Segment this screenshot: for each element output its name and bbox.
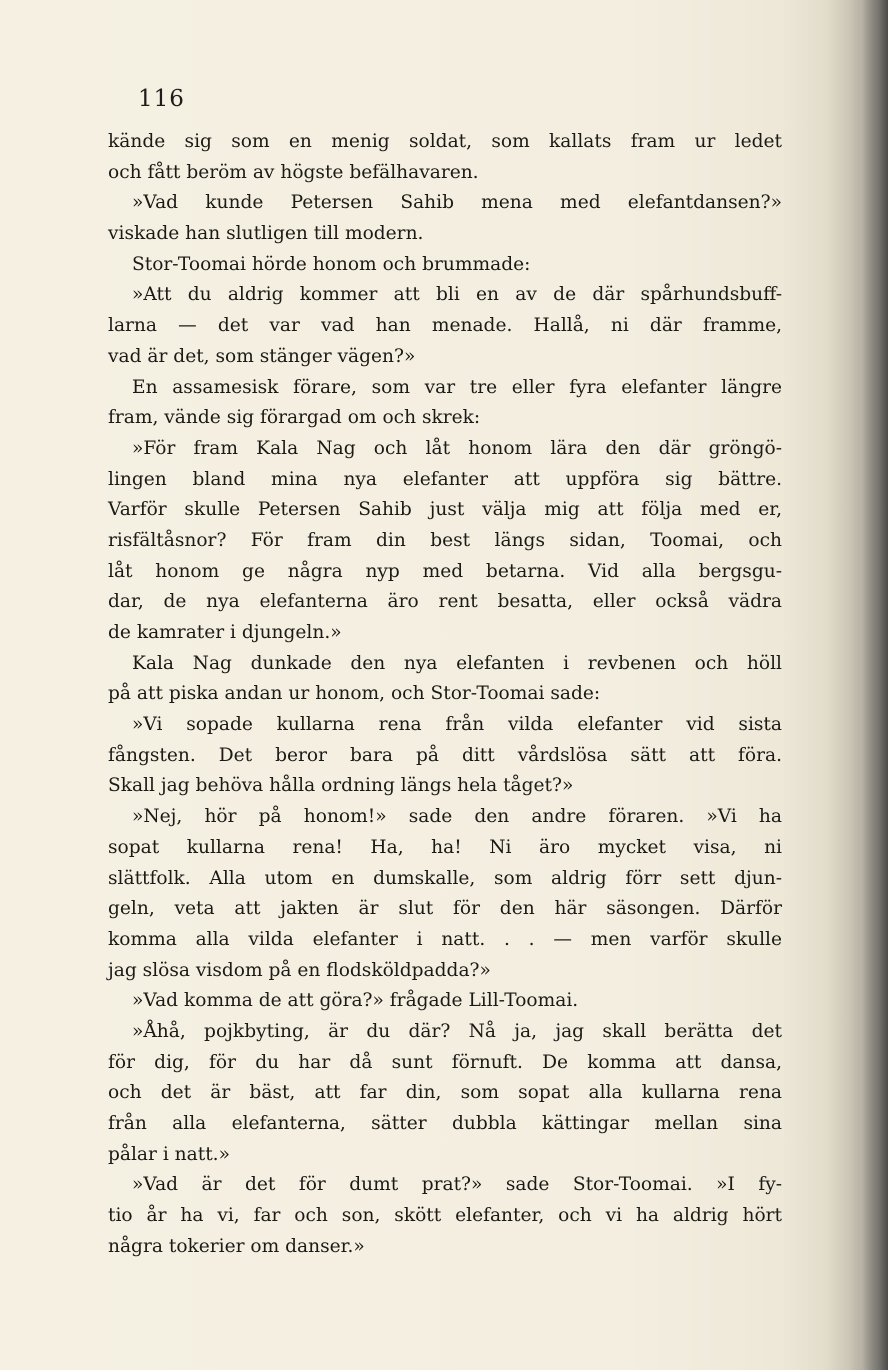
- text-line: Kala Nag dunkade den nya elefanten i revbenen och höll: [132, 652, 782, 674]
- text-line: några tokerier om danser.»: [108, 1235, 365, 1257]
- text-line: lingen bland mina nya elefanter att uppföra sig bättre.: [108, 468, 782, 490]
- text-line: och fått beröm av högste befälhavaren.: [108, 161, 479, 183]
- text-line: »Vi sopade kullarna rena från vilda elefanter vid sista: [132, 714, 782, 736]
- text-line: Varför skulle Petersen Sahib just välja mig att följa med er,: [108, 499, 782, 521]
- text-line: låt honom ge några nyp med betarna. Vid alla bergsgu-: [108, 560, 782, 582]
- page-number: 116: [138, 86, 185, 112]
- text-line: viskade han slutligen till modern.: [108, 223, 424, 245]
- text-line: risfältåsnor? För fram din best längs sidan, Toomai, och: [108, 529, 782, 551]
- text-line: »Att du aldrig kommer att bli en av de där spårhundsbuff-: [132, 284, 782, 306]
- text-line: sopat kullarna rena! Ha, ha! Ni äro mycket visa, ni: [108, 836, 782, 858]
- text-line: på att piska andan ur honom, och Stor-Toomai sade:: [108, 683, 601, 705]
- text-line: »För fram Kala Nag och låt honom lära den där gröngö-: [132, 437, 782, 459]
- text-line: fram, vände sig förargad om och skrek:: [108, 407, 481, 429]
- text-line: fångsten. Det beror bara på ditt vårdslösa sätt att föra.: [108, 744, 782, 766]
- body-text: [108, 127, 782, 1262]
- text-line: Skall jag behöva hålla ordning längs hela tåget?»: [108, 775, 574, 797]
- text-line: larna — det var vad han menade. Hallå, ni där framme,: [108, 315, 782, 337]
- text-line: En assamesisk förare, som var tre eller fyra elefanter längre: [132, 376, 782, 398]
- text-line: pålar i natt.»: [108, 1143, 230, 1165]
- page-binding-edge: [848, 0, 888, 1370]
- text-line: jag slösa visdom på en flodsköldpadda?»: [108, 959, 491, 981]
- text-line: de kamrater i djungeln.»: [108, 622, 342, 643]
- text-line: från alla elefanterna, sätter dubbla kättingar mellan sina: [108, 1113, 782, 1134]
- text-line: slättfolk. Alla utom en dumskalle, som aldrig förr sett djun-: [108, 867, 782, 889]
- text-line: för dig, för du har då sunt förnuft. De komma att dansa,: [108, 1051, 782, 1073]
- text-line: »Åhå, pojkbyting, är du där? Nå ja, jag skall berätta det: [132, 1020, 782, 1042]
- text-line: »Vad kunde Petersen Sahib mena med elefantdansen?»: [132, 192, 782, 214]
- text-line: geln, veta att jakten är slut för den här säsongen. Därför: [108, 898, 782, 920]
- text-line: Stor-Toomai hörde honom och brummade:: [132, 253, 531, 275]
- text-line: vad är det, som stänger vägen?»: [108, 345, 416, 367]
- text-line: dar, de nya elefanterna äro rent besatta, eller också vädra: [108, 591, 782, 613]
- text-line: och det är bäst, att far din, som sopat alla kullarna rena: [108, 1082, 782, 1104]
- text-line: »Vad är det för dumt prat?» sade Stor-Toomai. »I fy-: [132, 1174, 782, 1196]
- text-line: kände sig som en menig soldat, som kallats fram ur ledet: [108, 131, 782, 152]
- text-line: »Vad komma de att göra?» frågade Lill-Toomai.: [132, 990, 579, 1012]
- text-line: komma alla vilda elefanter i natt. . . — men varför skulle: [108, 928, 782, 950]
- text-line: tio år ha vi, far och son, skött elefanter, och vi ha aldrig hört: [108, 1205, 782, 1227]
- text-line: »Nej, hör på honom!» sade den andre föraren. »Vi ha: [132, 806, 782, 828]
